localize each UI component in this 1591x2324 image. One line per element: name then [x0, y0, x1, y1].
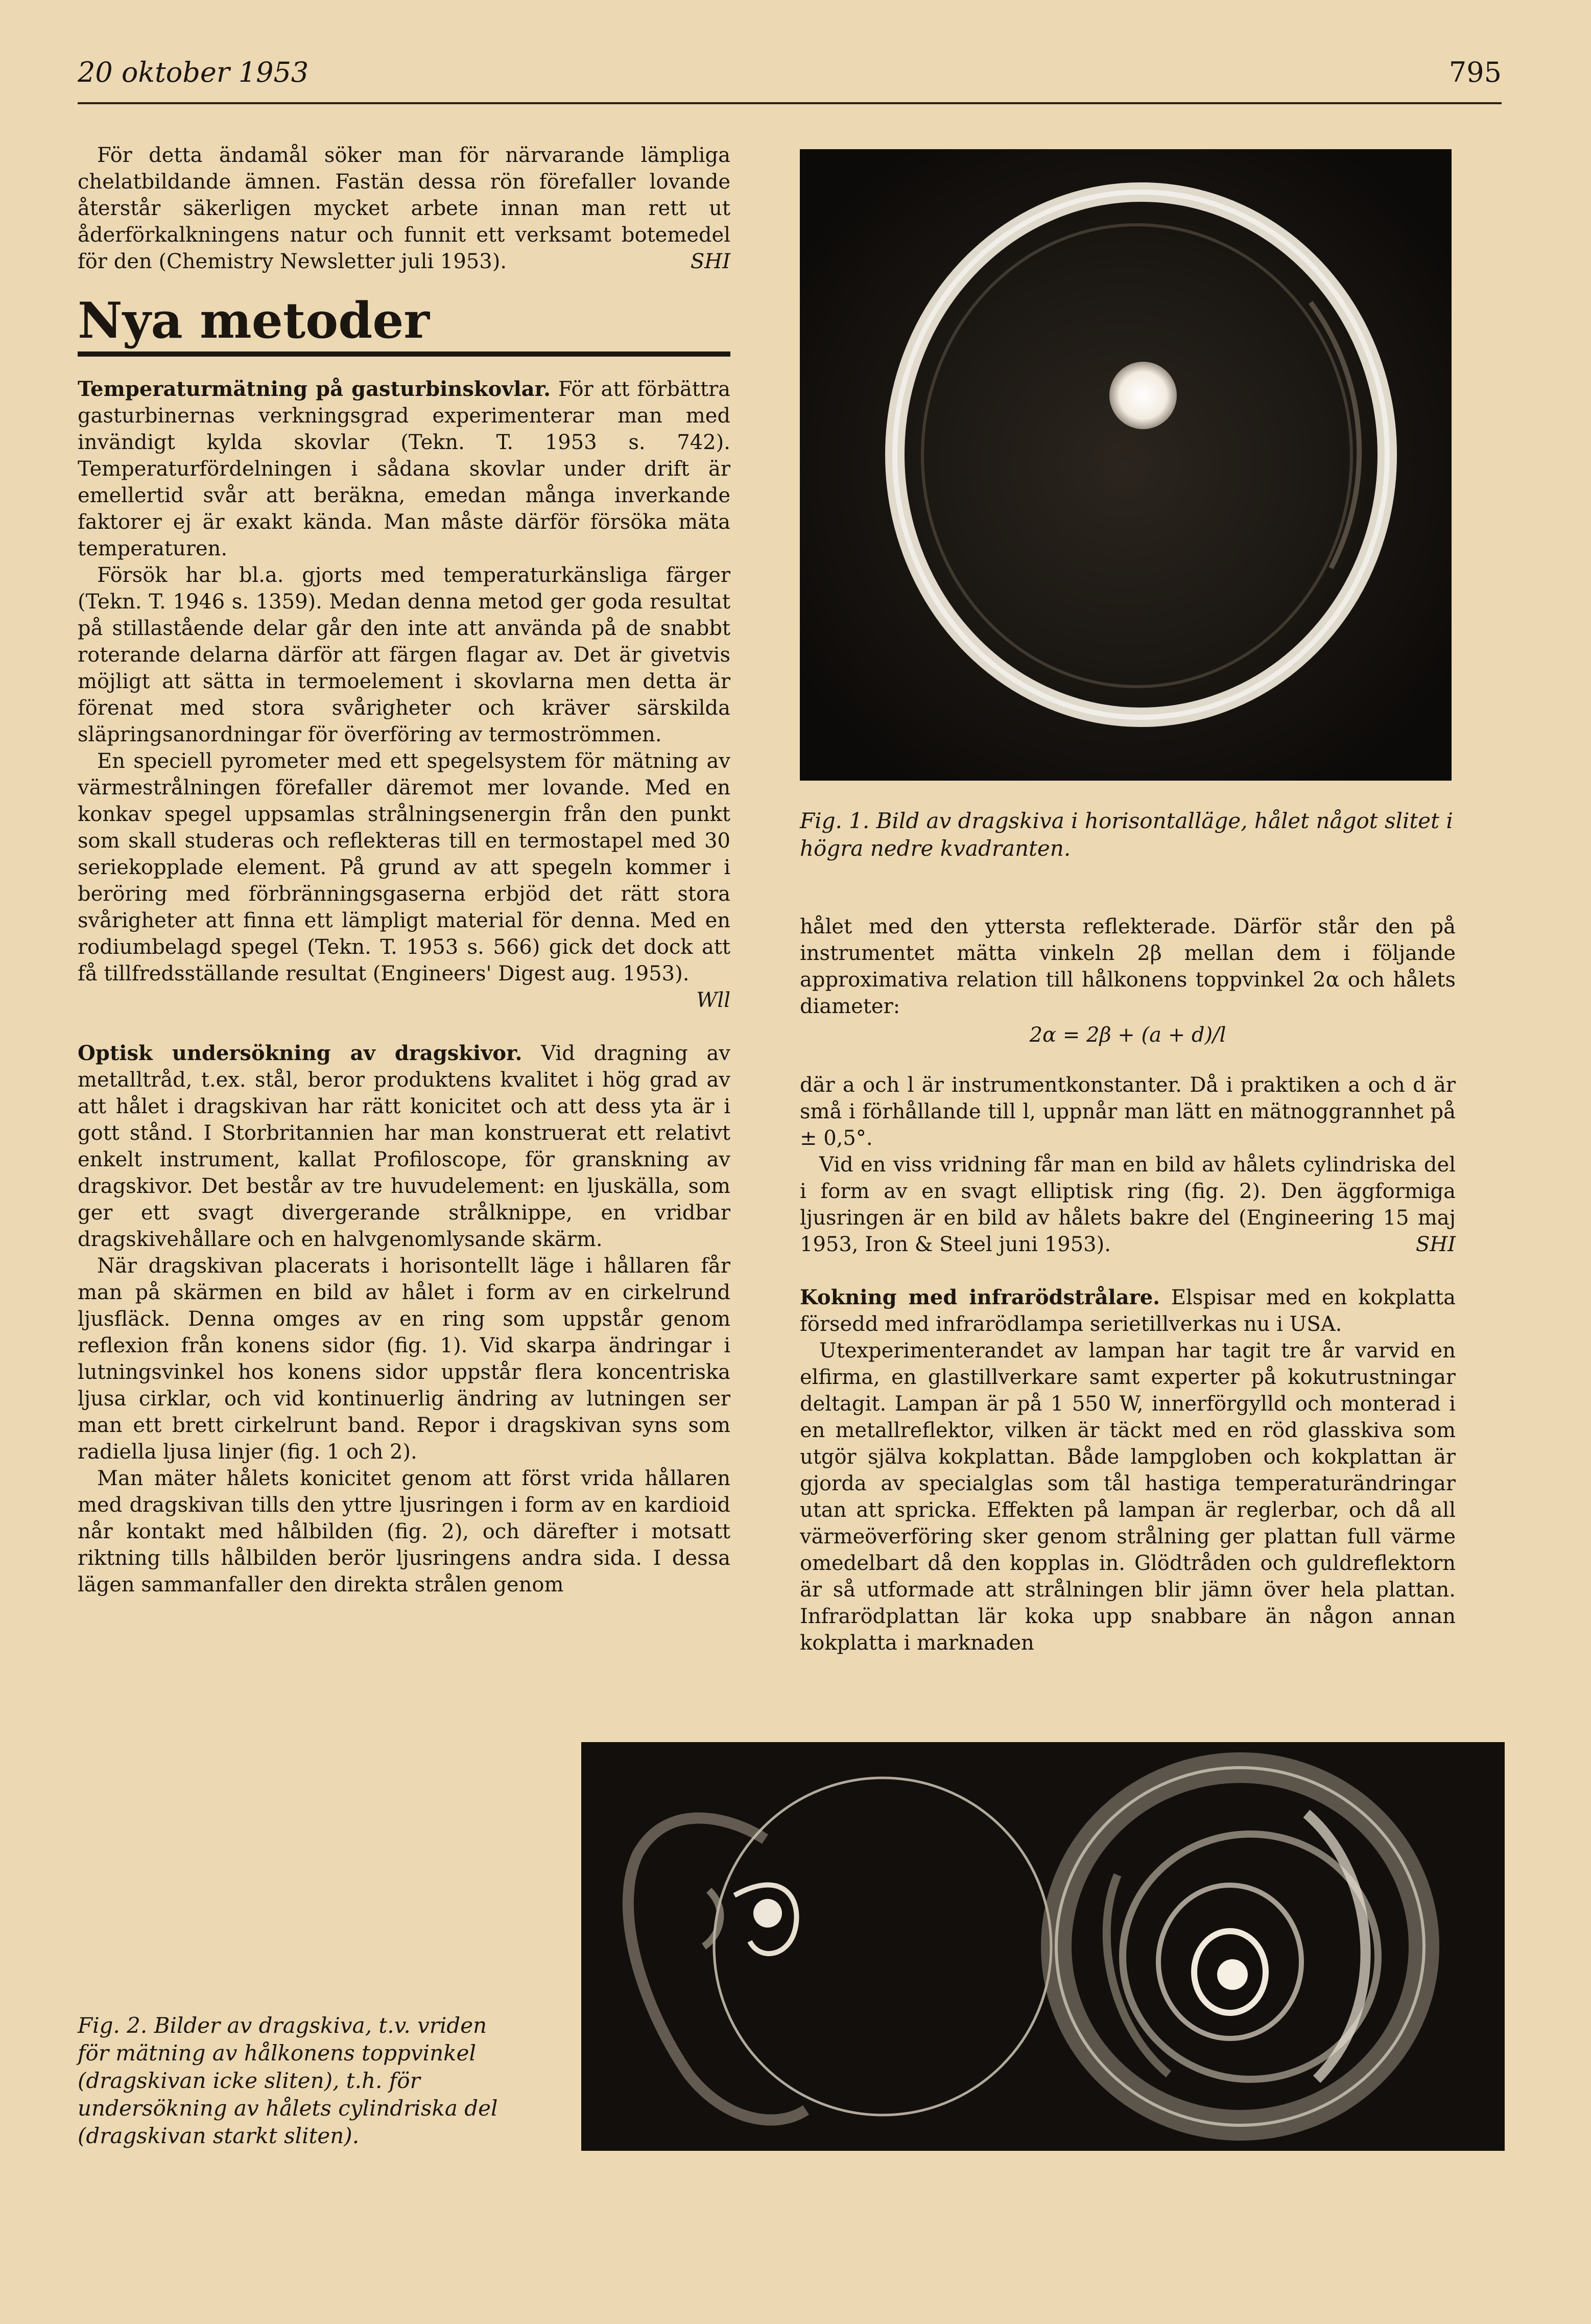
article2-p1: [78, 1040, 730, 1253]
left-column: [78, 142, 730, 1598]
intro-text: För detta ändamål söker man för närvarande lämpliga chelatbildande ämnen. Fastän dessa rön förefaller lovande återstår säkerligen mycket arbete innan man rett ut åderförkalkningens natur och funnit ett verksamt botemedel för den (Chemistry Newsletter juli 1953).: [78, 144, 730, 273]
header-rule: [78, 102, 1502, 104]
article1-signature: Wll: [696, 989, 730, 1012]
issue-date: 20 oktober 1953: [78, 56, 309, 88]
article2-p6: [800, 1152, 1456, 1258]
article2-p3: Man mäter hålets konicitet genom att först vrida hållaren med dragskivan tills den yttre ljusringen i form av en kardioid når kontakt med hålbilden (fig. 2), och därefter i motsatt riktning tills hålbilden berör ljusringens andra sida. I dessa lägen sammanfaller den direkta strålen genom: [78, 1467, 730, 1597]
page-number: 795: [1448, 56, 1502, 88]
article3-p1: [800, 1284, 1456, 1337]
section-rule: [78, 351, 730, 357]
article2-p4: hålet med den yttersta reflekterade. Därför står den på instrumentet mätta vinkeln 2β mellan dem i följande approximativa relation till hålkonens toppvinkel 2α och hålets diameter:: [800, 915, 1456, 1018]
article2-signature: SHI: [1415, 1233, 1456, 1256]
article2-p6-text: Vid en viss vridning får man en bild av hålets cylindriska del i form av en svagt elliptisk ring (fig. 2). Den äggformiga ljusringen är en bild av hålets bakre del (Engineering 15 maj 1953, Iron & Steel juni 1953).: [800, 1153, 1456, 1256]
drawplate-horizontal-image: [800, 149, 1452, 781]
right-column: [800, 913, 1456, 1656]
article1-p1: [78, 376, 730, 562]
figure-2-photo: [581, 1742, 1505, 2151]
cone-angle-formula: 2α = 2β + (a + d)/l: [1029, 1023, 1226, 1047]
section-title: Nya metoder: [78, 292, 430, 349]
figure-1-caption: Fig. 1. Bild av dragskiva i horisontalläge, hålet något slitet i högra nedre kvadranten.: [800, 808, 1453, 861]
figure-2-caption: Fig. 2. Bilder av dragskiva, t.v. vriden för mätning av hålkonens toppvinkel (dragskivan icke sliten), t.h. för undersökning av hålets cylindriska del (dragskivan starkt sliten).: [78, 2013, 498, 2148]
drawplate-rotated-images: [581, 1742, 1505, 2151]
article2-p1-text: Vid dragning av metalltråd, t.ex. stål, beror produktens kvalitet i hög grad av att hålet i dragskivan har rätt konicitet och att dess yta är i gott stånd. I Storbritannien har man konstruerat ett relativt enkelt instrument, kallat Profiloscope, för granskning av dragskivor. Det består av tre huvudelement: en ljuskälla, som ger ett svagt divergerande strålknippe, en vridbar dragskivehållare och en halvgenomlysande skärm.: [78, 1042, 730, 1251]
article2-p5: där a och l är instrumentkonstanter. Då i praktiken a och d är små i förhållande till l, uppnår man lätt en mätnoggrannhet på ± 0,5°.: [800, 1073, 1456, 1150]
intro-paragraph: [78, 142, 730, 275]
article2-p2: När dragskivan placerats i horisontellt läge i hållaren får man på skärmen en bild av hålet i form av en cirkelrund ljusfläck. Denna omges av en ring som uppstår genom reflexion från konens sidor (fig. 1). Vid skarpa ändringar i lutningsvinkel hos konens sidor uppstår flera koncentriska ljusa cirklar, och vid kontinuerlig ändring av lutningen ser man ett brett cirkelrunt band. Repor i dragskivan syns som radiella ljusa linjer (fig. 1 och 2).: [78, 1254, 730, 1464]
article1-heading: Temperaturmätning på gasturbinskovlar.: [78, 377, 551, 401]
article1-p2: Försök har bl.a. gjorts med temperaturkänsliga färger (Tekn. T. 1946 s. 1359). Medan denna metod ger goda resultat på stillastående delar går den inte att använda på de snabbt roterande delarna därför att färgen flagar av. Det är givetvis möjligt att sätta in termoelement i skovlarna men detta är förenat med stora svårigheter och kräver särskilda släpringsanordningar för överföring av termoströmmen.: [78, 564, 730, 746]
article3-p1-text: Elspisar med en kokplatta försedd med infrarödlampa serietillverkas nu i USA.: [800, 1286, 1456, 1336]
figure-1-photo: [800, 149, 1452, 781]
article1-p1-text: För att förbättra gasturbinernas verkningsgrad experimenterar man med invändigt kylda skovlar (Tekn. T. 1953 s. 742). Temperaturfördelningen i sådana skovlar under drift är emellertid svår att beräkna, emedan många inverkande faktorer ej är exakt kända. Man måste därför försöka mäta temperaturen.: [78, 378, 730, 560]
article3-p2: Utexperimenterandet av lampan har tagit tre år varvid en elfirma, en glastillverkare samt experter på kokutrustningar deltagit. Lampan är på 1 550 W, innerförgylld och monterad i en metallreflektor, vilken är täckt med en röd glasskiva som utgör själva kokplattan. Både lampgloben och kokplattan är gjorda av specialglas som tål hastiga temperaturändringar utan att spricka. Effekten på lampan är reglerbar, och då all värmeöverföring sker genom strålning ger plattan full värme omedelbart då den kopplas in. Glödtråden och guldreflektorn är så utformade att strålningen blir jämn över hela plattan. Infrarödplattan lär koka upp snabbare än någon annan kokplatta i marknaden: [800, 1339, 1456, 1655]
article1-p3: En speciell pyrometer med ett spegelsystem för mätning av värmestrålningen förefaller däremot mer lovande. Med en konkav spegel uppsamlas strålningsenergin från den punkt som skall studeras och reflekteras till en termostapel med 30 seriekopplade element. På grund av att spegeln kommer i beröring med förbränningsgaserna erbjöd det rätt stora svårigheter att finna ett lämpligt material för denna. Med en rodiumbelagd spegel (Tekn. T. 1953 s. 566) gick det dock att få tillfredsställande resultat (Engineers' Digest aug. 1953).: [78, 749, 730, 985]
intro-signature: SHI: [690, 250, 730, 273]
article2-heading: Optisk undersökning av dragskivor.: [78, 1041, 523, 1065]
article3-heading: Kokning med infrarödstrålare.: [800, 1285, 1160, 1309]
